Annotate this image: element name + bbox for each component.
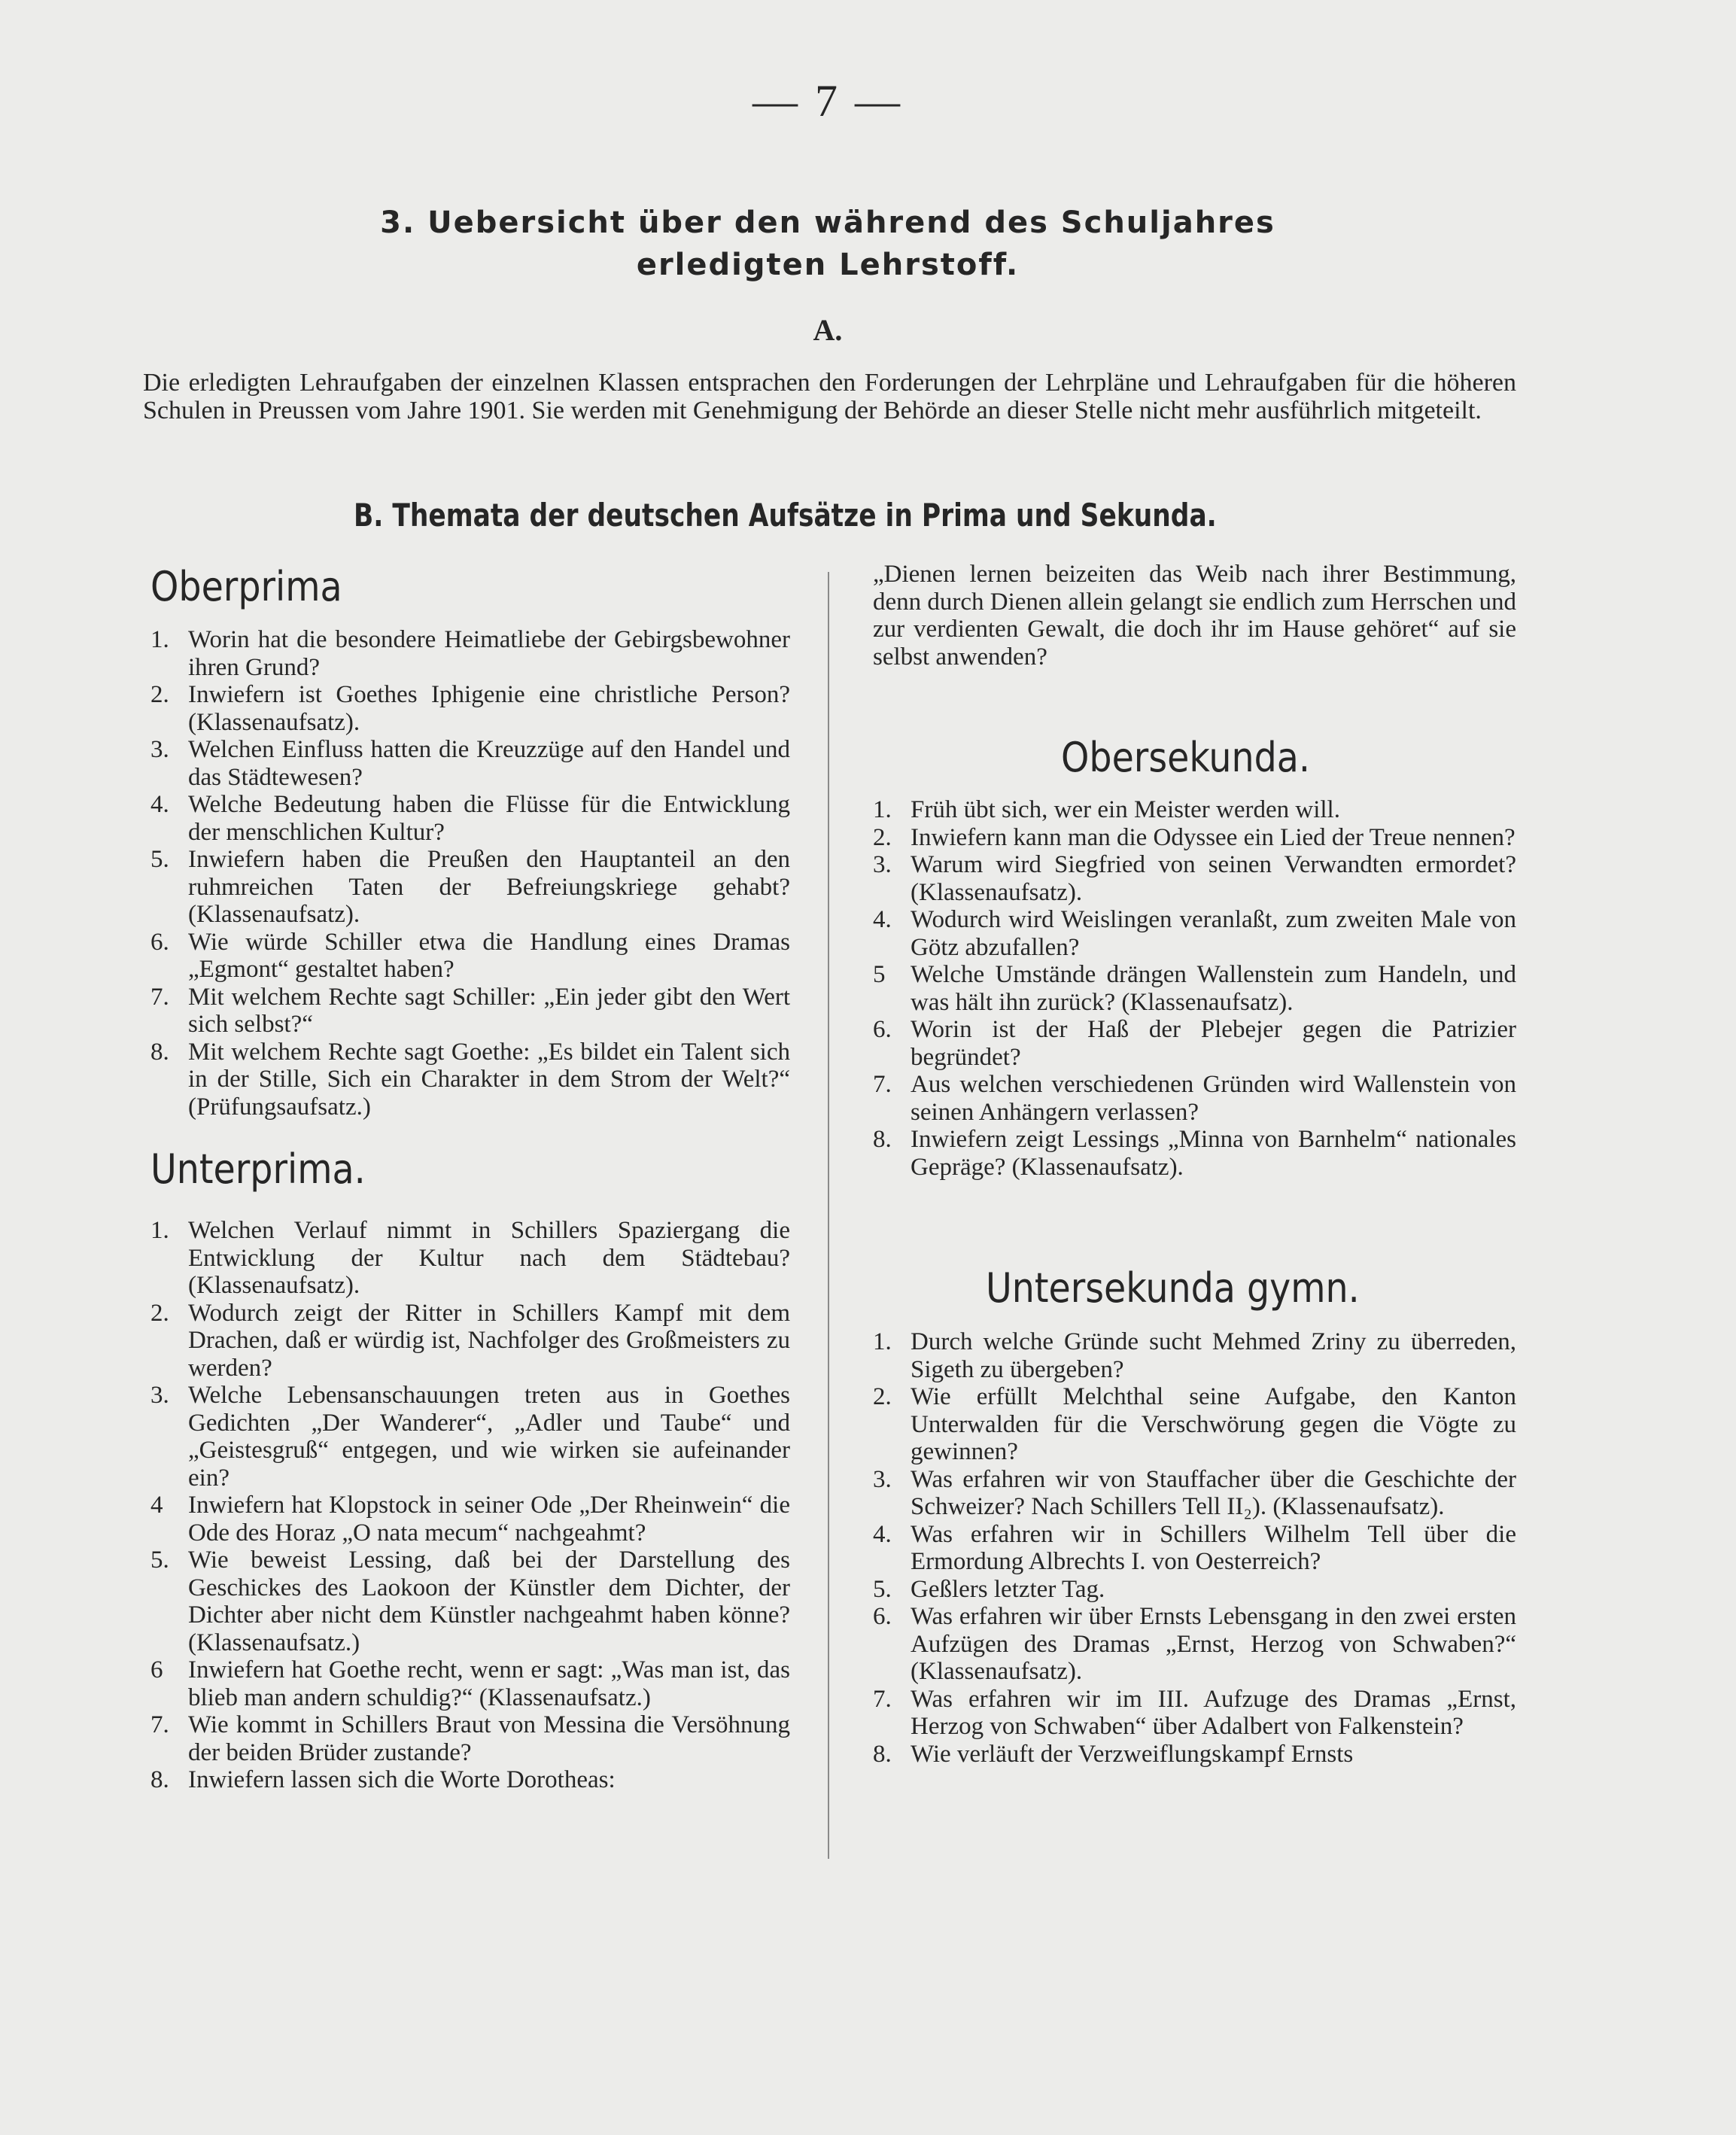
- list-item: [150, 984, 790, 1039]
- list-item: [150, 1547, 790, 1656]
- item-number: 1.: [873, 1328, 892, 1355]
- item-number: 2.: [873, 823, 892, 851]
- item-text: Worin ist der Haß der Plebejer gegen die Patrizier begründet?: [911, 1016, 1516, 1071]
- list-item: [873, 1603, 1516, 1686]
- item-number: 4.: [150, 791, 169, 818]
- item-number: 1.: [873, 796, 892, 823]
- list-item: [873, 1328, 1516, 1383]
- list-item: [150, 1711, 790, 1766]
- item-number: 5.: [873, 1575, 892, 1603]
- item-number: 7.: [150, 983, 169, 1011]
- item-text: Welche Lebensanschauungen treten aus in Goethes Gedichten „Der Wanderer“, „Adler und Taube“ und „Geistesgruß“ entgegen, und wie wirken sie aufeinander ein?: [188, 1382, 790, 1492]
- item-number: 2.: [150, 1299, 169, 1327]
- item-text: Wie kommt in Schillers Braut von Messina die Versöhnung der beiden Brüder zustande?: [188, 1711, 790, 1766]
- item-text: Warum wird Siegfried von seinen Verwandten ermordet? (Klassenaufsatz).: [911, 851, 1516, 906]
- unterprima-heading: Unterprima.: [150, 1145, 366, 1193]
- item-text: Welchen Verlauf nimmt in Schillers Spaziergang die Entwicklung der Kultur nach dem Städtebau? (Klassenaufsatz).: [188, 1217, 790, 1299]
- untersekunda-heading: Untersekunda gymn.: [986, 1264, 1360, 1312]
- item-text: Durch welche Gründe sucht Mehmed Zriny zu überreden, Sigeth zu übergeben?: [911, 1328, 1516, 1383]
- list-item: [873, 1383, 1516, 1466]
- item-text: Worin hat die besondere Heimatliebe der Gebirgsbewohner ihren Grund?: [188, 626, 790, 681]
- item-text: Welchen Einfluss hatten die Kreuzzüge auf den Handel und das Städtewesen?: [188, 736, 790, 791]
- item-text: Wodurch wird Weislingen veranlaßt, zum zweiten Male von Götz abzufallen?: [911, 906, 1516, 961]
- item-text: Geßlers letzter Tag.: [911, 1575, 1105, 1603]
- item-text: Inwiefern hat Klopstock in seiner Ode „Der Rheinwein“ die Ode des Horaz „O nata mecum“ nachgeahmt?: [188, 1492, 790, 1547]
- section-3-title-line2: erledigten Lehrstoff.: [636, 248, 1020, 282]
- item-text: Inwiefern kann man die Odyssee ein Lied der Treue nennen?: [911, 823, 1516, 851]
- item-number: 6.: [150, 928, 169, 956]
- section-a-label: A.: [813, 313, 843, 347]
- list-item: [150, 1382, 790, 1492]
- item-number: 3.: [873, 851, 892, 878]
- item-number: 6.: [873, 1016, 892, 1043]
- oberprima-list: [150, 626, 790, 1121]
- item-text: Was erfahren wir von Stauffacher über die Geschichte der Schweizer? Nach Schillers Tell II₂). (Klassenaufsatz).: [911, 1465, 1516, 1520]
- untersekunda-list: [873, 1328, 1516, 1768]
- list-item: [150, 1656, 790, 1711]
- item-number: 6.: [873, 1603, 892, 1630]
- item-text: Inwiefern haben die Preußen den Hauptanteil an den ruhmreichen Taten der Befreiungskriege gehabt? (Klassenaufsatz).: [188, 846, 790, 928]
- item-number: 8.: [873, 1740, 892, 1768]
- section-a-text: Die erledigten Lehraufgaben der einzelnen Klassen entsprachen den Forderungen der Lehrpläne und Lehraufgaben für die höheren Schulen in Preussen vom Jahre 1901. Sie werden mit Genehmigung der Behörde an dieser Stelle nicht mehr ausführlich mitgeteilt.: [143, 369, 1516, 424]
- list-item: [150, 846, 790, 929]
- list-item: [873, 1466, 1516, 1521]
- list-item: [150, 681, 790, 736]
- item-text: Was erfahren wir im III. Aufzuge des Dramas „Ernst, Herzog von Schwaben“ über Adalbert von Falkenstein?: [911, 1685, 1516, 1740]
- item-text: Früh übt sich, wer ein Meister werden will.: [911, 796, 1340, 823]
- obersekunda-list: [873, 796, 1516, 1181]
- list-item: [873, 1521, 1516, 1576]
- item-text: Inwiefern zeigt Lessings „Minna von Barnhelm“ nationales Gepräge? (Klassenaufsatz).: [911, 1126, 1516, 1181]
- list-item: [873, 1686, 1516, 1741]
- list-item: [873, 824, 1516, 852]
- obersekunda-heading: Obersekunda.: [1061, 734, 1311, 781]
- list-item: [150, 1039, 790, 1121]
- item-number: 5.: [150, 1547, 169, 1574]
- list-item: [873, 1126, 1516, 1181]
- list-item: [150, 929, 790, 984]
- item-number: 3.: [150, 736, 169, 763]
- item-text: Wie würde Schiller etwa die Handlung eines Dramas „Egmont“ gestaltet haben?: [188, 928, 790, 983]
- list-item: [150, 736, 790, 791]
- item-number: 6: [150, 1656, 163, 1683]
- item-text: Wie verläuft der Verzweiflungskampf Ernsts: [911, 1740, 1354, 1768]
- item-text: Wie erfüllt Melchthal seine Aufgabe, den Kanton Unterwalden für die Verschwörung gegen die Vögte zu gewinnen?: [911, 1383, 1516, 1465]
- unterprima-list: [150, 1217, 790, 1794]
- item-text: Was erfahren wir über Ernsts Lebensgang in den zwei ersten Aufzügen des Dramas „Ernst, Herzog von Schwaben?“ (Klassenaufsatz).: [911, 1603, 1516, 1685]
- item-number: 7.: [150, 1711, 169, 1738]
- item-text: Mit welchem Rechte sagt Schiller: „Ein jeder gibt den Wert sich selbst?“: [188, 983, 790, 1038]
- list-item: [873, 796, 1516, 824]
- item-number: 7.: [873, 1071, 892, 1098]
- item-number: 3.: [150, 1382, 169, 1409]
- item-text: Inwiefern lassen sich die Worte Dorotheas:: [188, 1766, 616, 1793]
- dorothea-quote: „Dienen lernen beizeiten das Weib nach ihrer Bestimmung, denn durch Dienen allein gelangt sie endlich zum Herrschen und zur verdienten Gewalt, die doch ihr im Hause gehöret“ auf sie selbst anwenden?: [873, 561, 1516, 671]
- item-text: Inwiefern ist Goethes Iphigenie eine christliche Person? (Klassenaufsatz).: [188, 681, 790, 736]
- item-text: Wodurch zeigt der Ritter in Schillers Kampf mit dem Drachen, daß er würdig ist, Nachfolger des Großmeisters zu werden?: [188, 1299, 790, 1382]
- section-b-title: B. Themata der deutschen Aufsätze in Prima und Sekunda.: [354, 497, 1217, 534]
- item-number: 4: [150, 1492, 163, 1519]
- list-item: [873, 1576, 1516, 1604]
- item-number: 1.: [150, 626, 169, 653]
- item-number: 2.: [150, 681, 169, 708]
- section-3-title-line1: 3. Uebersicht über den während des Schuljahres: [380, 205, 1275, 240]
- item-text: Aus welchen verschiedenen Gründen wird Wallenstein von seinen Anhängern verlassen?: [911, 1071, 1516, 1126]
- list-item: [150, 1300, 790, 1382]
- list-item: [873, 851, 1516, 906]
- item-number: 8.: [150, 1038, 169, 1066]
- item-number: 1.: [150, 1217, 169, 1244]
- item-number: 5.: [150, 846, 169, 873]
- list-item: [873, 1071, 1516, 1126]
- item-text: Mit welchem Rechte sagt Goethe: „Es bildet ein Talent sich in der Stille, Sich ein Charakter in dem Strom der Welt?“ (Prüfungsaufsatz.): [188, 1038, 790, 1121]
- item-text: Wie beweist Lessing, daß bei der Darstellung des Geschickes des Laokoon der Künstler dem Dichter, der Dichter aber nicht dem Künstler nachgeahmt haben könne? (Klassenaufsatz.): [188, 1547, 790, 1656]
- item-number: 7.: [873, 1685, 892, 1713]
- item-number: 2.: [873, 1383, 892, 1410]
- list-item: [873, 961, 1516, 1016]
- list-item: [873, 906, 1516, 961]
- list-item: [150, 1766, 790, 1794]
- page-number: — 7 —: [752, 76, 903, 126]
- item-number: 8.: [873, 1126, 892, 1153]
- list-item: [150, 791, 790, 846]
- item-number: 3.: [873, 1465, 892, 1493]
- list-item: [150, 1217, 790, 1300]
- item-number: 5: [873, 961, 886, 988]
- item-text: Welche Umstände drängen Wallenstein zum Handeln, und was hält ihn zurück? (Klassenaufsatz).: [911, 961, 1516, 1016]
- item-text: Was erfahren wir in Schillers Wilhelm Tell über die Ermordung Albrechts I. von Oesterreich?: [911, 1520, 1516, 1575]
- item-number: 4.: [873, 1520, 892, 1548]
- item-text: Welche Bedeutung haben die Flüsse für die Entwicklung der menschlichen Kultur?: [188, 791, 790, 846]
- list-item: [873, 1016, 1516, 1071]
- oberprima-heading: Oberprima: [150, 563, 342, 610]
- item-number: 4.: [873, 906, 892, 933]
- list-item: [873, 1741, 1516, 1769]
- column-divider: [828, 572, 829, 1859]
- list-item: [150, 626, 790, 681]
- item-number: 8.: [150, 1766, 169, 1793]
- list-item: [150, 1492, 790, 1547]
- item-text: Inwiefern hat Goethe recht, wenn er sagt: „Was man ist, das blieb man andern schuldig?“ (Klassenaufsatz.): [188, 1656, 790, 1711]
